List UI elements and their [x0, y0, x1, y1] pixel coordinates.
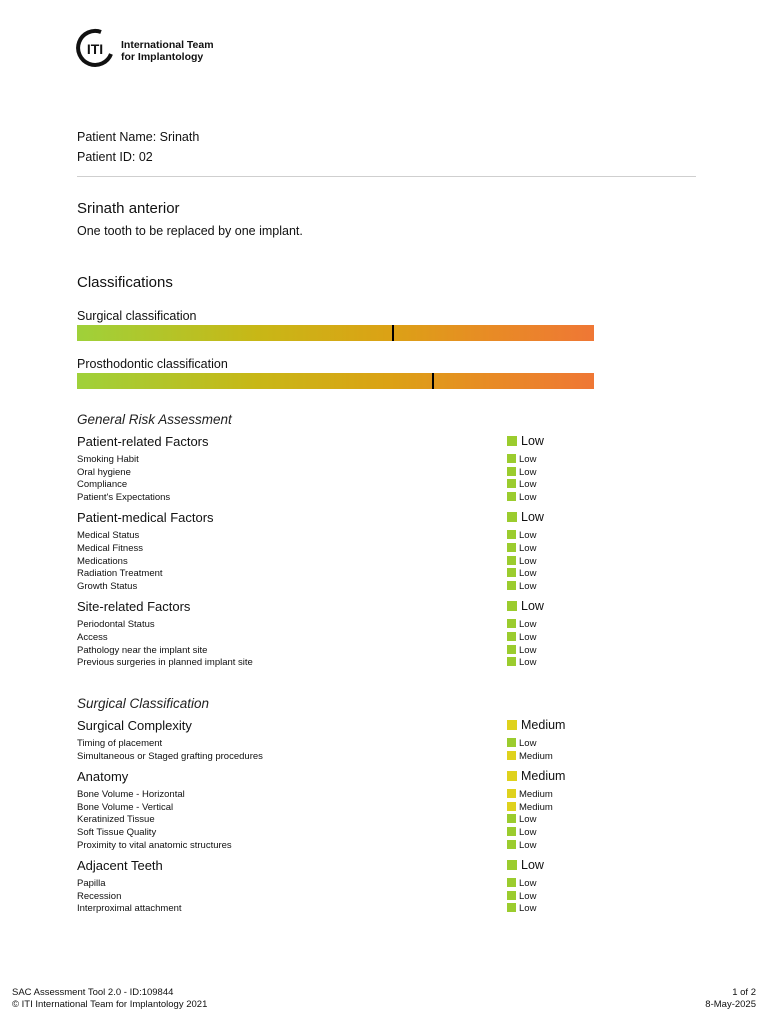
factor-level — [507, 530, 536, 541]
factor-level — [507, 467, 536, 478]
surgical-classification-marker — [392, 325, 394, 341]
patient-info — [77, 127, 199, 167]
level-indicator — [507, 751, 516, 760]
patient-name: Patient Name: Srinath — [77, 130, 200, 144]
case-title: Srinath anterior — [77, 200, 180, 217]
factor-level — [507, 814, 536, 825]
factor-level — [507, 891, 536, 902]
section-title: Surgical Classification — [77, 696, 210, 711]
factor-level-text: Medium — [519, 801, 553, 813]
surgical-classification-label: Surgical classification — [77, 309, 197, 323]
factor-level-text: Low — [519, 814, 537, 826]
level-indicator — [507, 891, 516, 900]
factor-level — [507, 802, 553, 813]
level-indicator — [507, 454, 516, 463]
group-level — [507, 434, 544, 448]
group-title: Anatomy — [77, 769, 129, 785]
logo-text — [121, 39, 214, 63]
factor-level — [507, 840, 536, 851]
level-indicator — [507, 601, 517, 611]
group-title: Patient-medical Factors — [77, 510, 214, 526]
group-level — [507, 858, 544, 872]
factor-level — [507, 581, 536, 592]
level-indicator — [507, 581, 516, 590]
level-indicator — [507, 530, 516, 539]
level-indicator — [507, 568, 516, 577]
factor-level-text: Low — [519, 619, 537, 631]
factor-level — [507, 543, 536, 554]
factor-level-text: Low — [519, 543, 537, 554]
logo-line1: International Team — [121, 39, 214, 51]
level-indicator — [507, 903, 516, 912]
factor-level-text: Low — [519, 454, 537, 465]
factor-level-text: Low — [519, 466, 537, 478]
level-indicator — [507, 814, 516, 823]
group-level-text: Low — [521, 510, 544, 525]
factor-level — [507, 492, 536, 503]
factor-level — [507, 657, 536, 668]
level-indicator — [507, 789, 516, 798]
factor-level-text: Low — [519, 738, 537, 749]
factor-level-text: Medium — [519, 789, 553, 801]
factor-name: Bone Volume - Horizontal — [77, 789, 185, 801]
factor-name: Smoking Habit — [77, 454, 139, 465]
logo-line2: for Implantology — [121, 51, 204, 63]
factor-name: Patient's Expectations — [77, 491, 171, 503]
factor-level-text: Low — [519, 491, 537, 503]
surgical-classification-bar — [77, 325, 594, 341]
group-title: Patient-related Factors — [77, 434, 209, 449]
factor-level-text: Low — [519, 827, 537, 838]
factor-level — [507, 568, 536, 579]
group-level — [507, 510, 544, 524]
factor-name: Simultaneous or Staged grafting procedures — [77, 750, 263, 762]
prosthodontic-classification-marker — [432, 373, 434, 389]
level-indicator — [507, 632, 516, 641]
factor-level-text: Low — [519, 632, 537, 643]
divider — [77, 176, 696, 177]
footer-date: 8-May-2025 — [705, 999, 756, 1010]
factor-level — [507, 789, 553, 800]
level-indicator — [507, 771, 517, 781]
factor-level-text: Low — [519, 839, 537, 851]
factor-level-text: Low — [519, 657, 537, 669]
group-level-text: Low — [521, 858, 544, 873]
factor-level — [507, 645, 536, 656]
level-indicator — [507, 840, 516, 849]
group-title: Site-related Factors — [77, 599, 191, 615]
level-indicator — [507, 657, 516, 666]
level-indicator — [507, 619, 516, 628]
level-indicator — [507, 827, 516, 836]
level-indicator — [507, 645, 516, 654]
group-level — [507, 718, 565, 732]
factor-level — [507, 556, 536, 567]
factor-name: Bone Volume - Vertical — [77, 801, 174, 813]
level-indicator — [507, 436, 517, 446]
footer-right — [705, 987, 756, 1011]
level-indicator — [507, 720, 517, 730]
patient-id: Patient ID: 02 — [77, 150, 153, 164]
factor-level — [507, 903, 536, 914]
factor-level-text: Low — [519, 555, 537, 567]
level-indicator — [507, 878, 516, 887]
factor-name: Medications — [77, 555, 128, 567]
level-indicator — [507, 512, 517, 522]
level-indicator — [507, 860, 517, 870]
factor-name: Proximity to vital anatomic structures — [77, 839, 232, 851]
group-title: Surgical Complexity — [77, 718, 192, 733]
level-indicator — [507, 556, 516, 565]
group-level-text: Medium — [521, 769, 566, 784]
factor-level — [507, 738, 536, 749]
footer-page-number: 1 of 2 — [732, 987, 756, 998]
iti-logo-icon — [75, 28, 115, 68]
prosthodontic-classification-bar — [77, 373, 594, 389]
factor-name: Interproximal attachment — [77, 903, 182, 915]
factor-name: Medical Status — [77, 530, 140, 542]
footer-copyright: © ITI International Team for Implantology 2021 — [12, 999, 208, 1010]
factor-level-text: Low — [519, 479, 537, 491]
factor-name: Pathology near the implant site — [77, 644, 208, 656]
factor-name: Timing of placement — [77, 738, 163, 749]
factor-level-text: Low — [519, 890, 537, 902]
group-title: Adjacent Teeth — [77, 858, 163, 874]
factor-name: Access — [77, 632, 108, 643]
factor-name: Keratinized Tissue — [77, 814, 155, 826]
factor-level — [507, 454, 536, 465]
iti-logo — [75, 28, 235, 72]
factor-level — [507, 827, 536, 838]
factor-level-text: Medium — [519, 750, 553, 762]
factor-level-text: Low — [519, 530, 537, 542]
factor-level-text: Low — [519, 568, 537, 580]
factor-name: Medical Fitness — [77, 543, 143, 554]
level-indicator — [507, 738, 516, 747]
level-indicator — [507, 467, 516, 476]
factor-name: Papilla — [77, 878, 106, 890]
factor-level — [507, 632, 536, 643]
group-level — [507, 769, 565, 783]
section-title: General Risk Assessment — [77, 412, 232, 427]
factor-name: Recession — [77, 890, 122, 902]
level-indicator — [507, 492, 516, 501]
factor-name: Oral hygiene — [77, 466, 131, 478]
level-indicator — [507, 802, 516, 811]
footer-tool-id: SAC Assessment Tool 2.0 - ID:109844 — [12, 987, 174, 998]
factor-name: Previous surgeries in planned implant site — [77, 657, 253, 669]
factor-level — [507, 479, 536, 490]
classifications-heading: Classifications — [77, 274, 173, 291]
group-level-text: Low — [521, 434, 544, 448]
factor-name: Growth Status — [77, 580, 138, 592]
group-level-text: Medium — [521, 718, 566, 732]
group-level — [507, 599, 544, 613]
factor-name: Radiation Treatment — [77, 568, 163, 580]
factor-level-text: Low — [519, 903, 537, 915]
factor-level — [507, 619, 536, 630]
case-description: One tooth to be replaced by one implant. — [77, 224, 303, 238]
factor-name: Soft Tissue Quality — [77, 827, 157, 838]
group-level-text: Low — [521, 599, 544, 614]
factor-name: Compliance — [77, 479, 128, 491]
prosthodontic-classification-label: Prosthodontic classification — [77, 357, 228, 371]
factor-level — [507, 751, 553, 762]
level-indicator — [507, 543, 516, 552]
factor-level-text: Low — [519, 580, 537, 592]
factor-level-text: Low — [519, 644, 537, 656]
logo-abbr: ITI — [86, 41, 104, 57]
factor-level-text: Low — [519, 878, 537, 890]
factor-level — [507, 878, 536, 889]
footer-left — [12, 987, 207, 1011]
level-indicator — [507, 479, 516, 488]
factor-name: Periodontal Status — [77, 619, 155, 631]
